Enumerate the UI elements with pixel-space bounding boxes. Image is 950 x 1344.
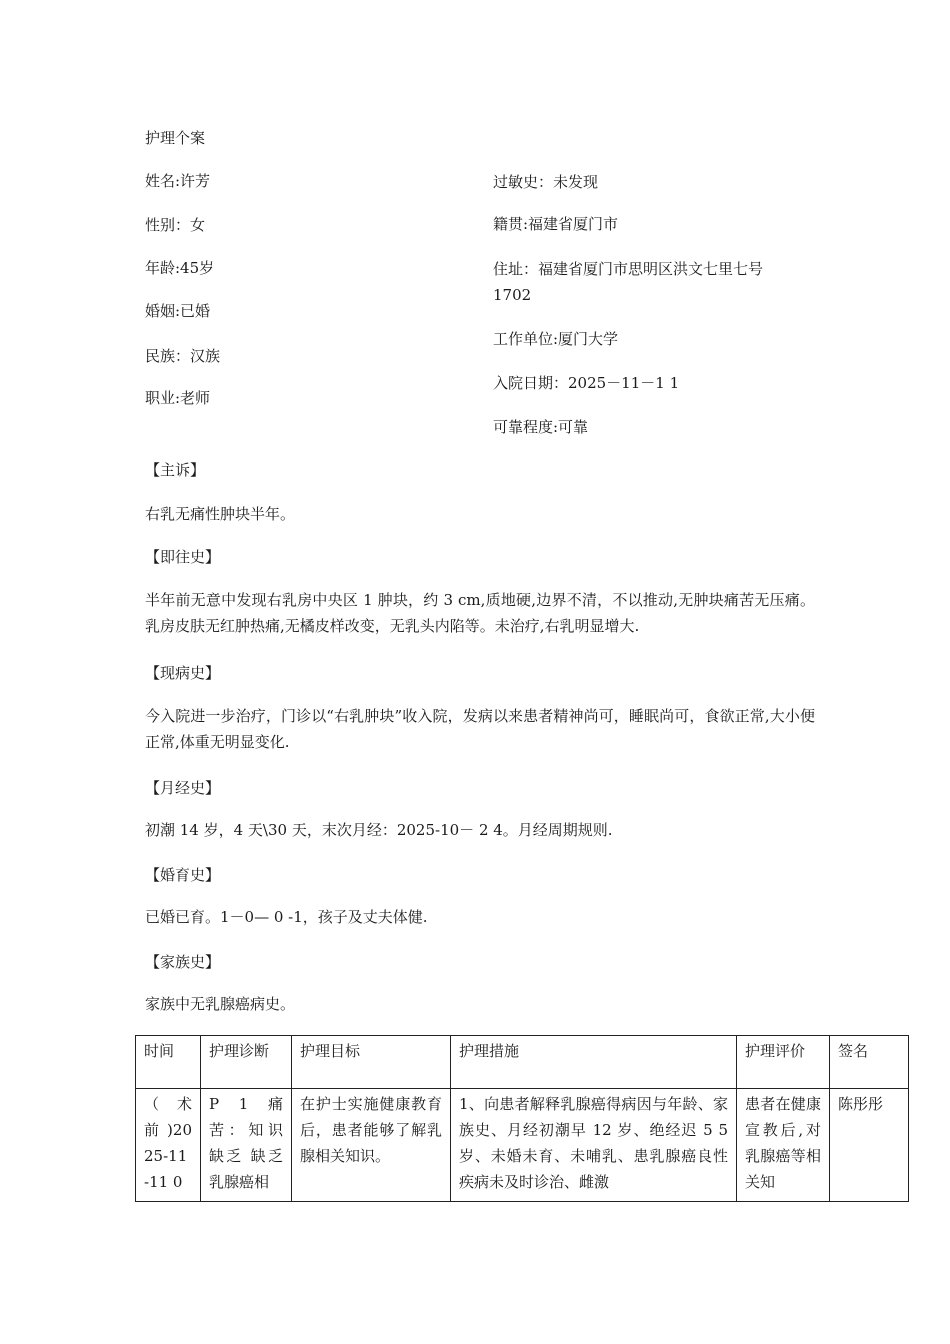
patient-marital-status: 婚姻:已婚 <box>145 302 211 320</box>
patient-address-line2: 1702 <box>493 286 532 304</box>
patient-allergy: 过敏史：未发现 <box>493 173 599 191</box>
patient-workplace: 工作单位:厦门大学 <box>493 330 619 348</box>
marital-history-text: 已婚已育。1－0— 0 -1，孩子及丈夫体健. <box>145 908 428 926</box>
cell-measures: 1、向患者解释乳腺癌得病因与年龄、家族史、月经初潮早 12 岁、绝经迟 5 5 岁、未婚未育、未哺乳、患乳腺癌良性疾病未及时诊治、雌激 <box>459 1095 728 1191</box>
table-row <box>136 1089 909 1202</box>
marital-history-heading: 【婚育史】 <box>145 866 221 884</box>
chief-complaint-heading: 【主诉】 <box>145 461 206 479</box>
patient-occupation: 职业:老师 <box>145 389 211 407</box>
cell-signature: 陈彤彤 <box>838 1095 884 1113</box>
header-signature: 签名 <box>830 1036 909 1089</box>
past-history-text: 半年前无意中发现右乳房中央区 1 肿块，约 3 cm,质地硬,边界不清，不以推动,无肿块痛苦无压痛。乳房皮肤无红肿热痛,无橘皮样改变，无乳头内陷等。未治疗,右乳明显增大. <box>145 591 815 635</box>
patient-origin: 籍贯:福建省厦门市 <box>493 215 619 233</box>
present-history-text: 今入院进一步治疗，门诊以“右乳肿块”收入院，发病以来患者精神尚可，睡眠尚可，食欲正常,大小便正常,体重无明显变化. <box>145 707 815 751</box>
document-title: 护理个案 <box>145 129 206 147</box>
table-header-row <box>136 1036 909 1089</box>
cell-time: （ 术前)2025-11-11 0 <box>144 1095 192 1191</box>
header-goal: 护理目标 <box>292 1036 451 1089</box>
header-measures: 护理措施 <box>451 1036 737 1089</box>
patient-age: 年龄:45岁 <box>145 259 215 277</box>
header-evaluation: 护理评价 <box>737 1036 830 1089</box>
chief-complaint-text: 右乳无痛性肿块半年。 <box>145 505 296 523</box>
admission-date: 入院日期：2025－11－1 1 <box>493 374 680 392</box>
patient-ethnicity: 民族：汉族 <box>145 347 221 365</box>
patient-gender: 性别：女 <box>145 216 206 234</box>
header-diagnosis: 护理诊断 <box>201 1036 292 1089</box>
past-history-heading: 【即往史】 <box>145 548 221 566</box>
menstrual-history-text: 初潮 14 岁，4 天\30 天，末次月经：2025-10－ 2 4。月经周期规则. <box>145 821 613 839</box>
history-reliability: 可靠程度:可靠 <box>493 418 589 436</box>
cell-goal: 在护士实施健康教育后，患者能够了解乳腺相关知识。 <box>300 1095 442 1165</box>
cell-diagnosis: P 1 痛苦：知识缺乏 缺乏乳腺癌相 <box>209 1095 283 1191</box>
present-history-heading: 【现病史】 <box>145 664 221 682</box>
family-history-heading: 【家族史】 <box>145 953 221 971</box>
patient-name: 姓名:许芳 <box>145 172 211 190</box>
menstrual-history-heading: 【月经史】 <box>145 779 221 797</box>
cell-evaluation: 患者在健康宣教后,对乳腺癌等相关知 <box>745 1095 821 1191</box>
patient-address-line1: 住址：福建省厦门市思明区洪文七里七号 <box>493 260 764 278</box>
nursing-care-table <box>135 1035 909 1202</box>
family-history-text: 家族中无乳腺癌病史。 <box>145 995 296 1013</box>
header-time: 时间 <box>136 1036 201 1089</box>
